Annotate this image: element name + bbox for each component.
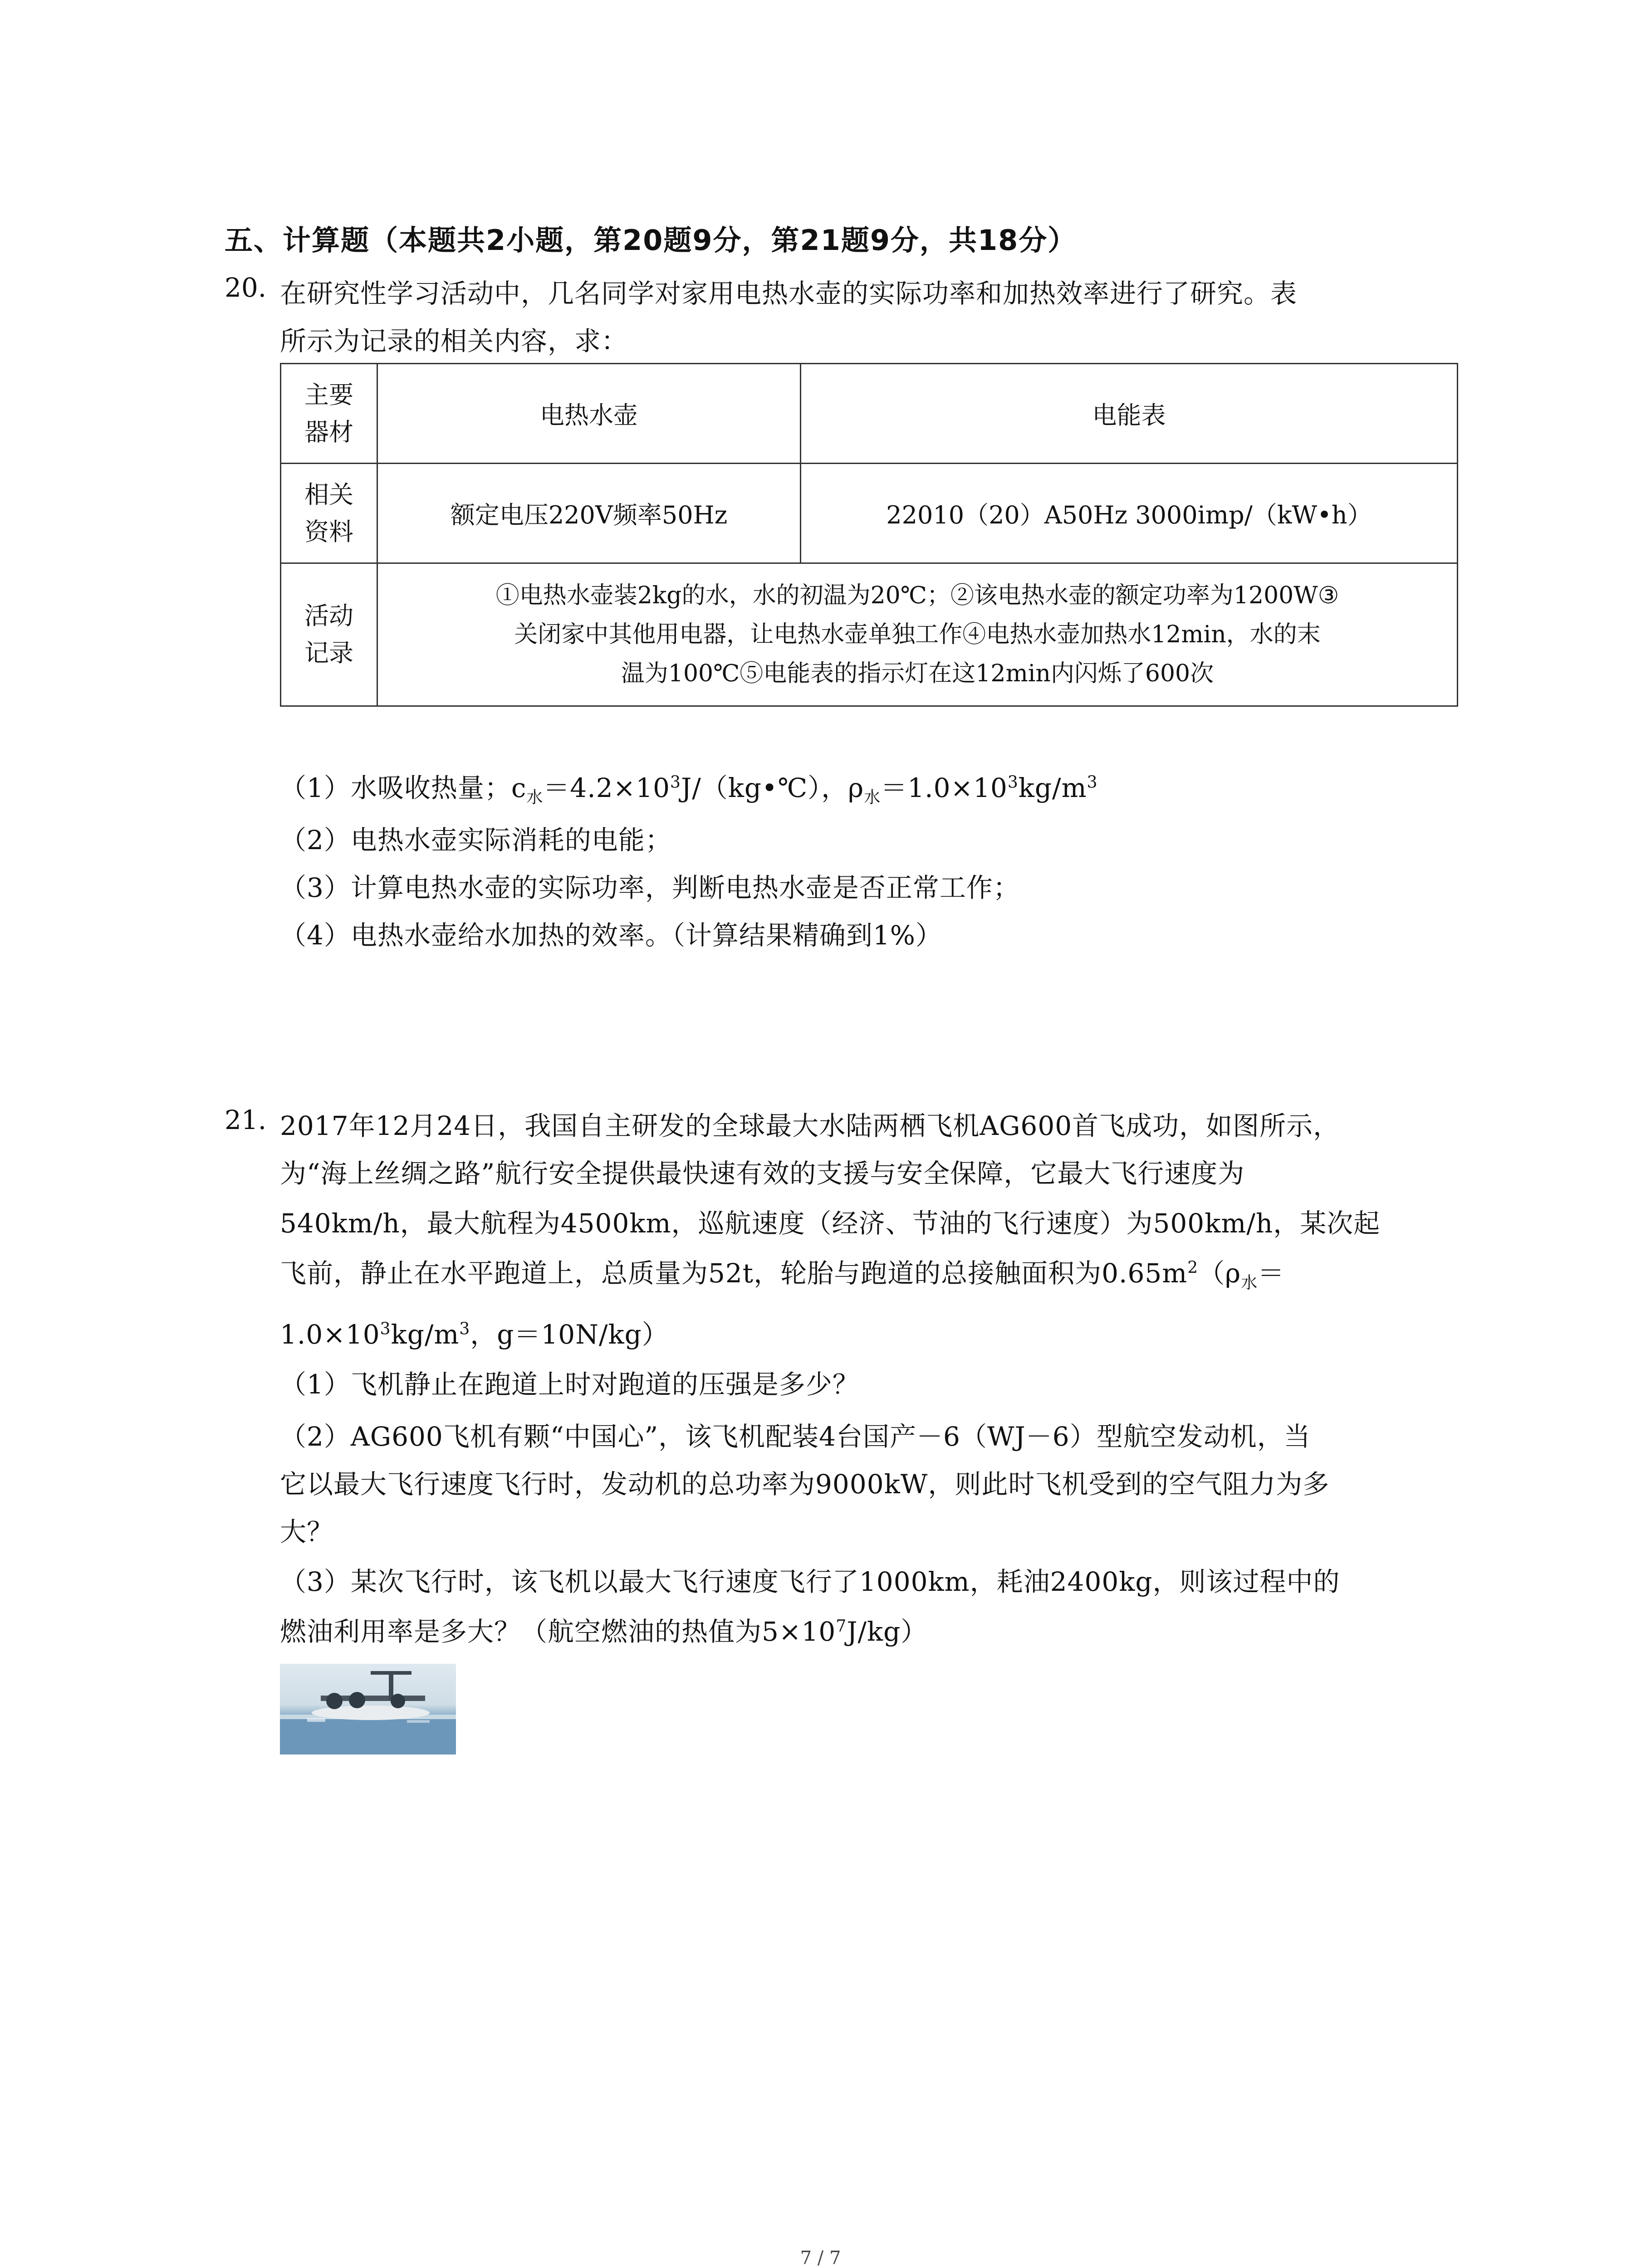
question-21-part-1: （1）飞机静止在跑道上时对跑道的压强是多少？	[280, 1369, 859, 1400]
page-number: 7 / 7	[800, 2248, 841, 2268]
table-header-text: 相关	[304, 480, 353, 509]
question-21-part-3-line-1: （3）某次飞行时，该飞机以最大飞行速度飞行了1000km，耗油2400kg，则该过程中的	[280, 1566, 1340, 1597]
question-20-intro-line-2: 所示为记录的相关内容，求：	[280, 326, 628, 357]
table-cell: 额定电压220V频率50Hz	[377, 464, 801, 563]
question-21-line-2: 为“海上丝绸之路”航行安全提供最快速有效的支援与安全保障，它最大飞行速度为	[280, 1158, 1245, 1189]
question-21-part-2-line-3: 大？	[280, 1516, 334, 1547]
question-20-part-1: （1）水吸收热量；$c_水=4.2\times 10^3J/(kg•℃)$，$\rho_水=1.0\times 10^3kg/m^3$	[280, 772, 1098, 807]
question-20-part-2: （2）电热水壶实际消耗的电能；	[280, 825, 672, 855]
table-row	[281, 563, 1458, 706]
activity-line-1: ①电热水壶装2kg的水，水的初温为20℃；②该电热水壶的额定功率为1200W③	[495, 582, 1339, 609]
question-21-line-3: 540km/h，最大航程为4500km，巡航速度（经济、节油的飞行速度）为500km/h，某次起	[280, 1208, 1381, 1239]
activity-line-3: 温为100℃⑤电能表的指示灯在这12min内闪烁了600次	[621, 660, 1214, 687]
question-21-part-2-line-1: （2）AG600飞机有颗“中国心”，该飞机配装4台国产－6（WJ－6）型航空发动机，当	[280, 1421, 1311, 1452]
table-cell: 电能表	[801, 364, 1458, 464]
seaplane-photo	[280, 1664, 456, 1755]
table-cell: 电热水壶	[377, 364, 801, 464]
question-20-intro-line-1: 在研究性学习活动中，几名同学对家用电热水壶的实际功率和加热效率进行了研究。表	[280, 278, 1298, 309]
table-cell-activity	[377, 563, 1458, 706]
seaplane-icon	[280, 1664, 456, 1755]
table-header-text: 活动	[304, 601, 353, 630]
question-21-part-3-line-2: 燃油利用率是多大？（航空燃油的热值为$5\times 10^7J/kg$）	[280, 1616, 928, 1647]
section-title: 五、计算题（本题共2小题，第20题9分，第21题9分，共18分）	[225, 224, 1077, 257]
table-header-text: 记录	[304, 639, 353, 667]
table-header-text: 主要	[304, 380, 353, 409]
table-row-header	[281, 364, 377, 464]
question-21-line-4: 飞前，静止在水平跑道上，总质量为52t，轮胎与跑道的总接触面积为$0.65m^2(\rho_水=$	[280, 1258, 1285, 1292]
question-21-part-2-line-2: 它以最大飞行速度飞行时，发动机的总功率为9000kW，则此时飞机受到的空气阻力为多	[280, 1469, 1330, 1500]
question-21-line-1: 2017年12月24日，我国自主研发的全球最大水陆两栖飞机AG600首飞成功，如图所示，	[280, 1110, 1340, 1141]
activity-line-2: 关闭家中其他用电器，让电热水壶单独工作④电热水壶加热水12min，水的末	[514, 621, 1321, 648]
table-row	[281, 464, 1458, 563]
question-20-part-4: （4）电热水壶给水加热的效率。（计算结果精确到1%）	[280, 920, 942, 951]
question-20-part-3: （3）计算电热水壶的实际功率，判断电热水壶是否正常工作；	[280, 872, 1020, 903]
table-cell: 22010（20）A50Hz 3000imp/（kW•h）	[801, 464, 1458, 563]
table-row-header	[281, 464, 377, 563]
table-header-text: 资料	[304, 517, 353, 546]
question-21-line-5: $1.0\times 10^3kg/m^3$，g＝10N/kg）	[280, 1319, 669, 1350]
table-row	[281, 364, 1458, 464]
question-20-number: 20.	[225, 272, 267, 303]
experiment-table	[280, 363, 1458, 707]
table-row-header	[281, 563, 377, 706]
table-header-text: 器材	[304, 417, 353, 446]
question-21-number: 21.	[225, 1105, 267, 1135]
